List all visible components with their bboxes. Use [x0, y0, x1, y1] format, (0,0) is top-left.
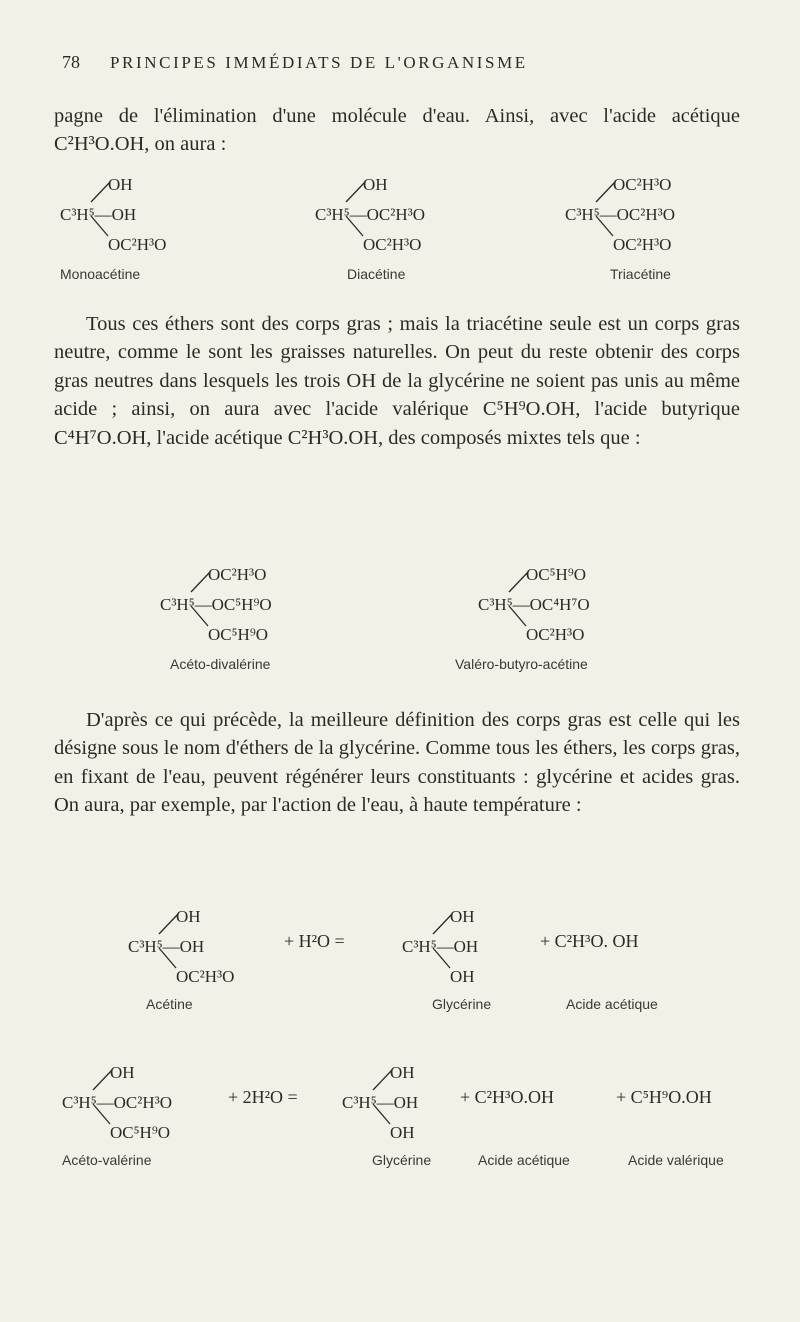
formula-bottom: OC²H³O: [526, 625, 585, 644]
formula-top: OH: [390, 1063, 415, 1082]
formula-top: OH: [450, 907, 475, 926]
caption-acetic-acid-1: Acide acétique: [566, 996, 658, 1012]
formula-top: OH: [363, 175, 388, 194]
formula-mid: —OC²H³O: [599, 205, 676, 224]
caption-valeric-acid: Acide valérique: [628, 1152, 724, 1168]
formula-mid: —OC²H³O: [349, 205, 426, 224]
formula-mid: —OC⁵H⁹O: [194, 595, 272, 614]
formula-base: C³H⁵: [342, 1093, 377, 1112]
paragraph-mixed: Tous ces éthers sont des corps gras ; mais la triacétine seule est un corps gras neutre, comme le sont les graisses naturelles. On peut du reste obtenir des corps gras neutres dans lesquels les trois OH de la glycérine ne soient pas unis au même acide ; ainsi, on aura avec l'acide valérique C⁵H⁹O.OH, l'acide butyrique C⁴H⁷O.OH, l'acide acétique C²H³O.OH, des composés mixtes tels que :: [54, 313, 740, 449]
formula-acetine: [128, 902, 234, 992]
formula-base: C³H⁵: [62, 1093, 97, 1112]
formula-base: C³H⁵: [402, 937, 437, 956]
paragraph-definition: D'après ce qui précède, la meilleure définition des corps gras est celle qui les désigne sous le nom d'éthers de la glycérine. Comme tous les éthers, les corps gras, en fixant de l'eau, peuvent régénérer leurs constituants : glycérine et acides gras. On aura, par exemple, par l'action de l'eau, à haute température :: [54, 709, 740, 817]
formula-mid: —OC⁴H⁷O: [512, 595, 590, 614]
running-title: PRINCIPES IMMÉDIATS DE L'ORGANISME: [110, 53, 528, 72]
formula-top: OH: [176, 907, 201, 926]
caption-valero-butyro-acetine: Valéro-butyro-acétine: [455, 656, 588, 672]
equation2-acid-2: + C⁵H⁹O.OH: [616, 1087, 712, 1107]
formula-top: OH: [108, 175, 133, 194]
formula-monoacetine: [60, 170, 166, 260]
formula-mid: —OC²H³O: [96, 1093, 173, 1112]
formula-aceto-divalerine: [160, 560, 272, 650]
formula-aceto-valerine: [62, 1058, 172, 1148]
formula-mid: —OH: [376, 1093, 419, 1112]
caption-diacetine: Diacétine: [347, 266, 406, 282]
caption-aceto-valerine: Acéto-valérine: [62, 1152, 152, 1168]
formula-bottom: OC²H³O: [108, 235, 167, 254]
formula-diacetine: [315, 170, 425, 260]
caption-triacetine: Triacétine: [610, 266, 671, 282]
formula-top: OH: [110, 1063, 135, 1082]
formula-mid: —OH: [94, 205, 137, 224]
formula-bottom: OC²H³O: [176, 967, 235, 986]
formula-bottom: OC⁵H⁹O: [110, 1123, 171, 1142]
caption-acetine: Acétine: [146, 996, 193, 1012]
formula-valero-butyro-acetine: [478, 560, 590, 650]
formula-base: C³H⁵: [565, 205, 600, 224]
caption-glycerine-2: Glycérine: [372, 1152, 432, 1168]
formula-mid: —OH: [162, 937, 205, 956]
formula-base: C³H⁵: [128, 937, 163, 956]
formula-top: OC²H³O: [613, 175, 672, 194]
formula-bottom: OC²H³O: [363, 235, 422, 254]
formula-bottom: OC²H³O: [613, 235, 672, 254]
page-number: 78: [62, 52, 80, 72]
equation1-plus-water: + H²O =: [284, 931, 345, 951]
formula-mid: —OH: [436, 937, 479, 956]
formula-bottom: OH: [390, 1123, 415, 1142]
caption-glycerine-1: Glycérine: [432, 996, 492, 1012]
caption-monoacetine: Monoacétine: [60, 266, 141, 282]
formula-bottom: OH: [450, 967, 475, 986]
formula-base: C³H⁵: [315, 205, 350, 224]
formula-base: C³H⁵: [478, 595, 513, 614]
formula-glycerine-2: [342, 1058, 418, 1148]
caption-acetic-acid-2: Acide acétique: [478, 1152, 570, 1168]
formula-bottom: OC⁵H⁹O: [208, 625, 269, 644]
caption-aceto-divalerine: Acéto-divalérine: [170, 656, 271, 672]
formula-top: OC²H³O: [208, 565, 267, 584]
formula-triacetine: [565, 170, 675, 260]
formula-base: C³H⁵: [160, 595, 195, 614]
page-header: [62, 52, 738, 73]
equation1-acid: + C²H³O. OH: [540, 931, 639, 951]
paragraph-intro: pagne de l'élimination d'une molécule d'eau. Ainsi, avec l'acide acétique C²H³O.OH, on aura :: [54, 105, 740, 156]
equation2-acid-1: + C²H³O.OH: [460, 1087, 554, 1107]
formula-base: C³H⁵: [60, 205, 95, 224]
formula-glycerine-1: [402, 902, 478, 992]
formula-top: OC⁵H⁹O: [526, 565, 587, 584]
equation2-plus-water: + 2H²O =: [228, 1087, 298, 1107]
